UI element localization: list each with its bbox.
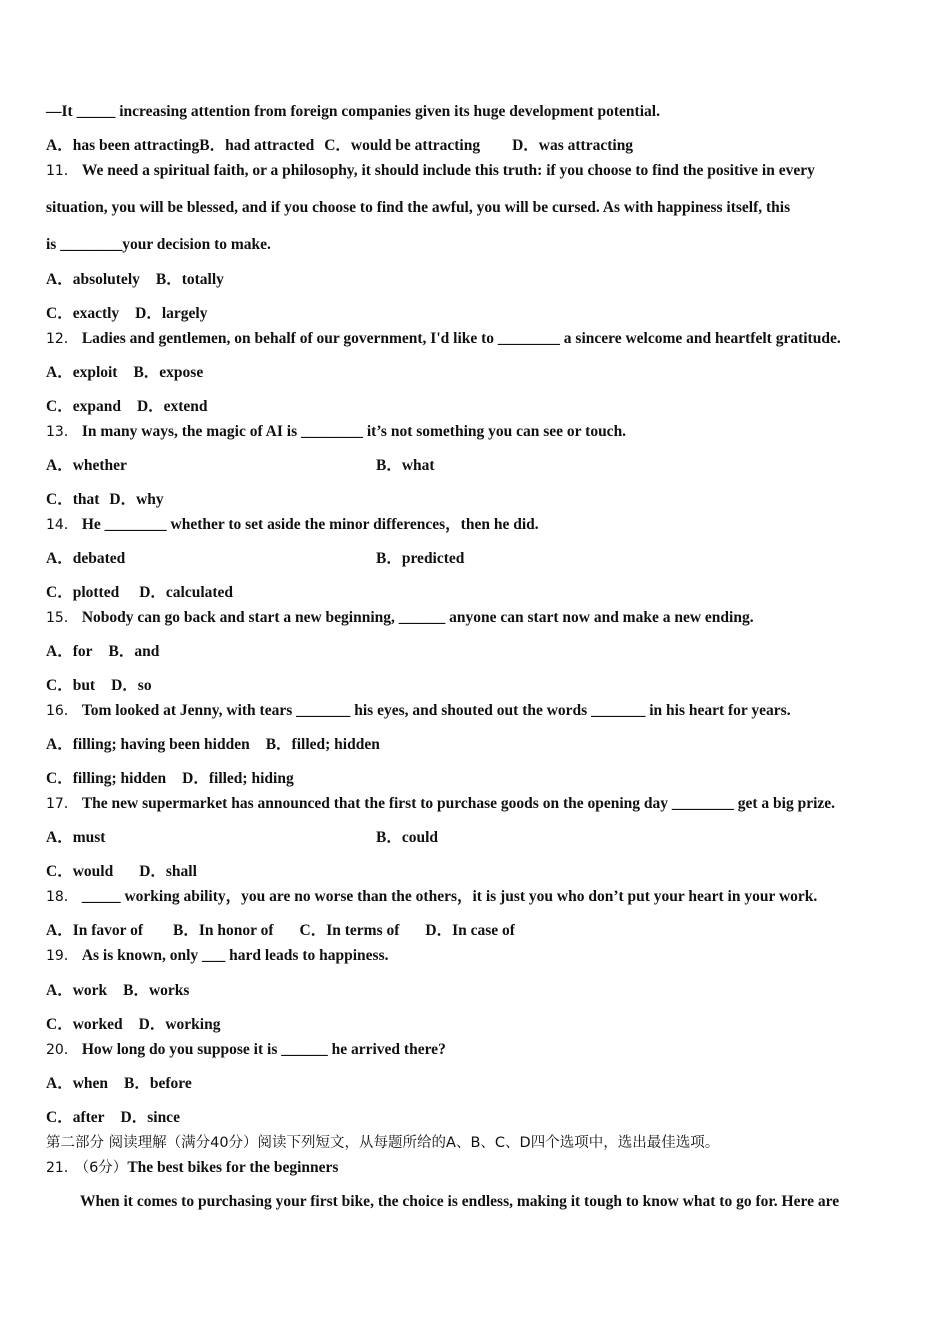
question-14-stem [46,515,539,535]
q12-option-a[interactable]: A．exploit [46,364,118,381]
question-12-stem [46,329,841,349]
question-13-stem [46,422,626,442]
q21-number: 21． [46,1160,78,1176]
question-18-options [46,921,515,941]
q16-stem-text: Tom looked at Jenny, with tears _______ his eyes, and shouted out the words _______ in his heart for years. [81,702,791,719]
question-16-stem [46,701,791,721]
q18-option-b[interactable]: B．In honor of [173,922,274,939]
question-11-stem [46,161,815,181]
q18-number: 18． [46,889,78,905]
q16-option-c[interactable]: C．filling; hidden [46,770,167,787]
q12-stem-text: Ladies and gentlemen, on behalf of our government, I'd like to ________ a sincere welcome and heartfelt gratitude. [81,330,841,347]
q19-stem-text: As is known, only ___ hard leads to happiness. [81,947,389,964]
question-17-options-row2 [46,862,197,882]
q11-option-d[interactable]: D．largely [135,305,208,322]
q16-option-a[interactable]: A．filling; having been hidden [46,736,250,753]
q20-option-a[interactable]: A．when [46,1075,109,1092]
question-20-options-row1 [46,1074,192,1094]
question-11-stem-cont2 [46,235,271,255]
q16-option-b[interactable]: B．filled; hidden [265,736,380,753]
q19-option-a[interactable]: A．work [46,982,108,999]
q11-option-c[interactable]: C．exactly [46,305,120,322]
q13-stem-text: In many ways, the magic of AI is ________ it’s not something you can see or touch. [81,423,627,440]
q17-option-d[interactable]: D．shall [139,863,197,880]
question-16-options-row1 [46,735,380,755]
q11-option-a[interactable]: A．absolutely [46,271,140,288]
q21-passage-text: When it comes to purchasing your first bike, the choice is endless, making it tough to know what to go for. Here are [80,1193,840,1210]
question-12-options-row2 [46,397,208,417]
q21-title-text: The best bikes for the beginners [127,1159,339,1176]
q14-option-c[interactable]: C．plotted [46,584,120,601]
q20-option-b[interactable]: B．before [124,1075,192,1092]
question-10-options [46,136,633,156]
q15-number: 15． [46,610,78,626]
question-20-stem [46,1040,446,1060]
question-21-title [46,1158,338,1178]
question-16-options-row2 [46,769,294,789]
q11-stem-line-2: situation, you will be blessed, and if you choose to find the awful, you will be cursed. As with happiness itself, this [46,199,791,216]
q10-option-a[interactable]: A．has been attracting [46,137,200,154]
q13-number: 13． [46,424,78,440]
q12-option-c[interactable]: C．expand [46,398,121,415]
q15-option-c[interactable]: C．but [46,677,96,694]
q13-option-a[interactable]: A．whether [46,457,127,474]
q20-option-c[interactable]: C．after [46,1109,105,1126]
q18-option-c[interactable]: C．In terms of [299,922,400,939]
q17-option-a[interactable]: A．must [46,829,106,846]
q14-number: 14． [46,517,78,533]
question-10-stem [46,102,660,122]
part-two-heading-text: 第二部分 阅读理解（满分40分）阅读下列短文，从每题所给的A、B、C、D四个选项中，选出最佳选项。 [46,1135,720,1151]
question-14-options-row2 [46,583,233,603]
q14-stem-text: He ________ whether to set aside the minor differences，then he did. [81,516,539,533]
question-13-options-row2 [46,490,164,510]
part-two-heading [46,1133,719,1153]
q17-stem-text: The new supermarket has announced that the first to purchase goods on the opening day ________ get a big prize. [81,795,836,812]
q11-number: 11． [46,163,78,179]
q19-number: 19． [46,948,78,964]
q11-option-b[interactable]: B．totally [155,271,224,288]
q17-option-c[interactable]: C．would [46,863,114,880]
q17-number: 17． [46,796,78,812]
q17-option-b[interactable]: B．could [376,829,439,846]
q10-option-d[interactable]: D．was attracting [512,137,634,154]
q10-stem-text: —It _____ increasing attention from foreign companies given its huge development potential. [46,103,660,120]
question-11-stem-cont [46,198,790,218]
q19-option-d[interactable]: D．working [138,1016,221,1033]
q15-option-a[interactable]: A．for [46,643,93,660]
q15-stem-text: Nobody can go back and start a new beginning, ______ anyone can start now and make a new ending. [81,609,754,626]
question-11-options-row2 [46,304,208,324]
q18-stem-text: _____ working ability，you are no worse than the others，it is just you who don’t put your heart in your work. [81,888,818,905]
q19-option-c[interactable]: C．worked [46,1016,123,1033]
question-13-options-row1 [46,456,646,476]
q16-number: 16． [46,703,78,719]
question-19-options-row2 [46,1015,220,1035]
question-11-options-row1 [46,270,224,290]
q11-stem-line-3: is ________your decision to make. [46,236,271,253]
q11-stem-line-1: We need a spiritual faith, or a philosophy, it should include this truth: if you choose to find the positive in every [81,162,815,179]
question-20-options-row2 [46,1108,180,1128]
q19-option-b[interactable]: B．works [123,982,190,999]
q16-option-d[interactable]: D．filled; hiding [182,770,294,787]
question-21-passage [80,1192,839,1212]
q14-option-a[interactable]: A．debated [46,550,126,567]
q20-number: 20． [46,1042,78,1058]
q18-option-a[interactable]: A．In favor of [46,922,144,939]
q10-option-c[interactable]: C．would be attracting [324,137,481,154]
q10-option-b[interactable]: B．had attracted [199,137,315,154]
q15-option-b[interactable]: B．and [108,643,160,660]
question-15-options-row2 [46,676,152,696]
q20-stem-text: How long do you suppose it is ______ he arrived there? [81,1041,446,1058]
q13-option-b[interactable]: B．what [376,457,435,474]
question-17-options-row1 [46,828,646,848]
question-15-options-row1 [46,642,159,662]
q14-option-b[interactable]: B．predicted [376,550,465,567]
q21-score: （6分） [81,1160,128,1176]
q12-option-b[interactable]: B．expose [133,364,204,381]
question-18-stem [46,887,817,907]
question-19-options-row1 [46,981,189,1001]
q13-option-d[interactable]: D．why [109,491,164,508]
q18-option-d[interactable]: D．In case of [425,922,515,939]
question-17-stem [46,794,835,814]
q14-option-d[interactable]: D．calculated [139,584,234,601]
question-19-stem [46,946,388,966]
q15-option-d[interactable]: D．so [111,677,152,694]
q12-option-d[interactable]: D．extend [136,398,208,415]
question-14-options-row1 [46,549,646,569]
question-12-options-row1 [46,363,203,383]
question-15-stem [46,608,754,628]
q20-option-d[interactable]: D．since [120,1109,180,1126]
q12-number: 12． [46,331,78,347]
q13-option-c[interactable]: C．that [46,491,100,508]
